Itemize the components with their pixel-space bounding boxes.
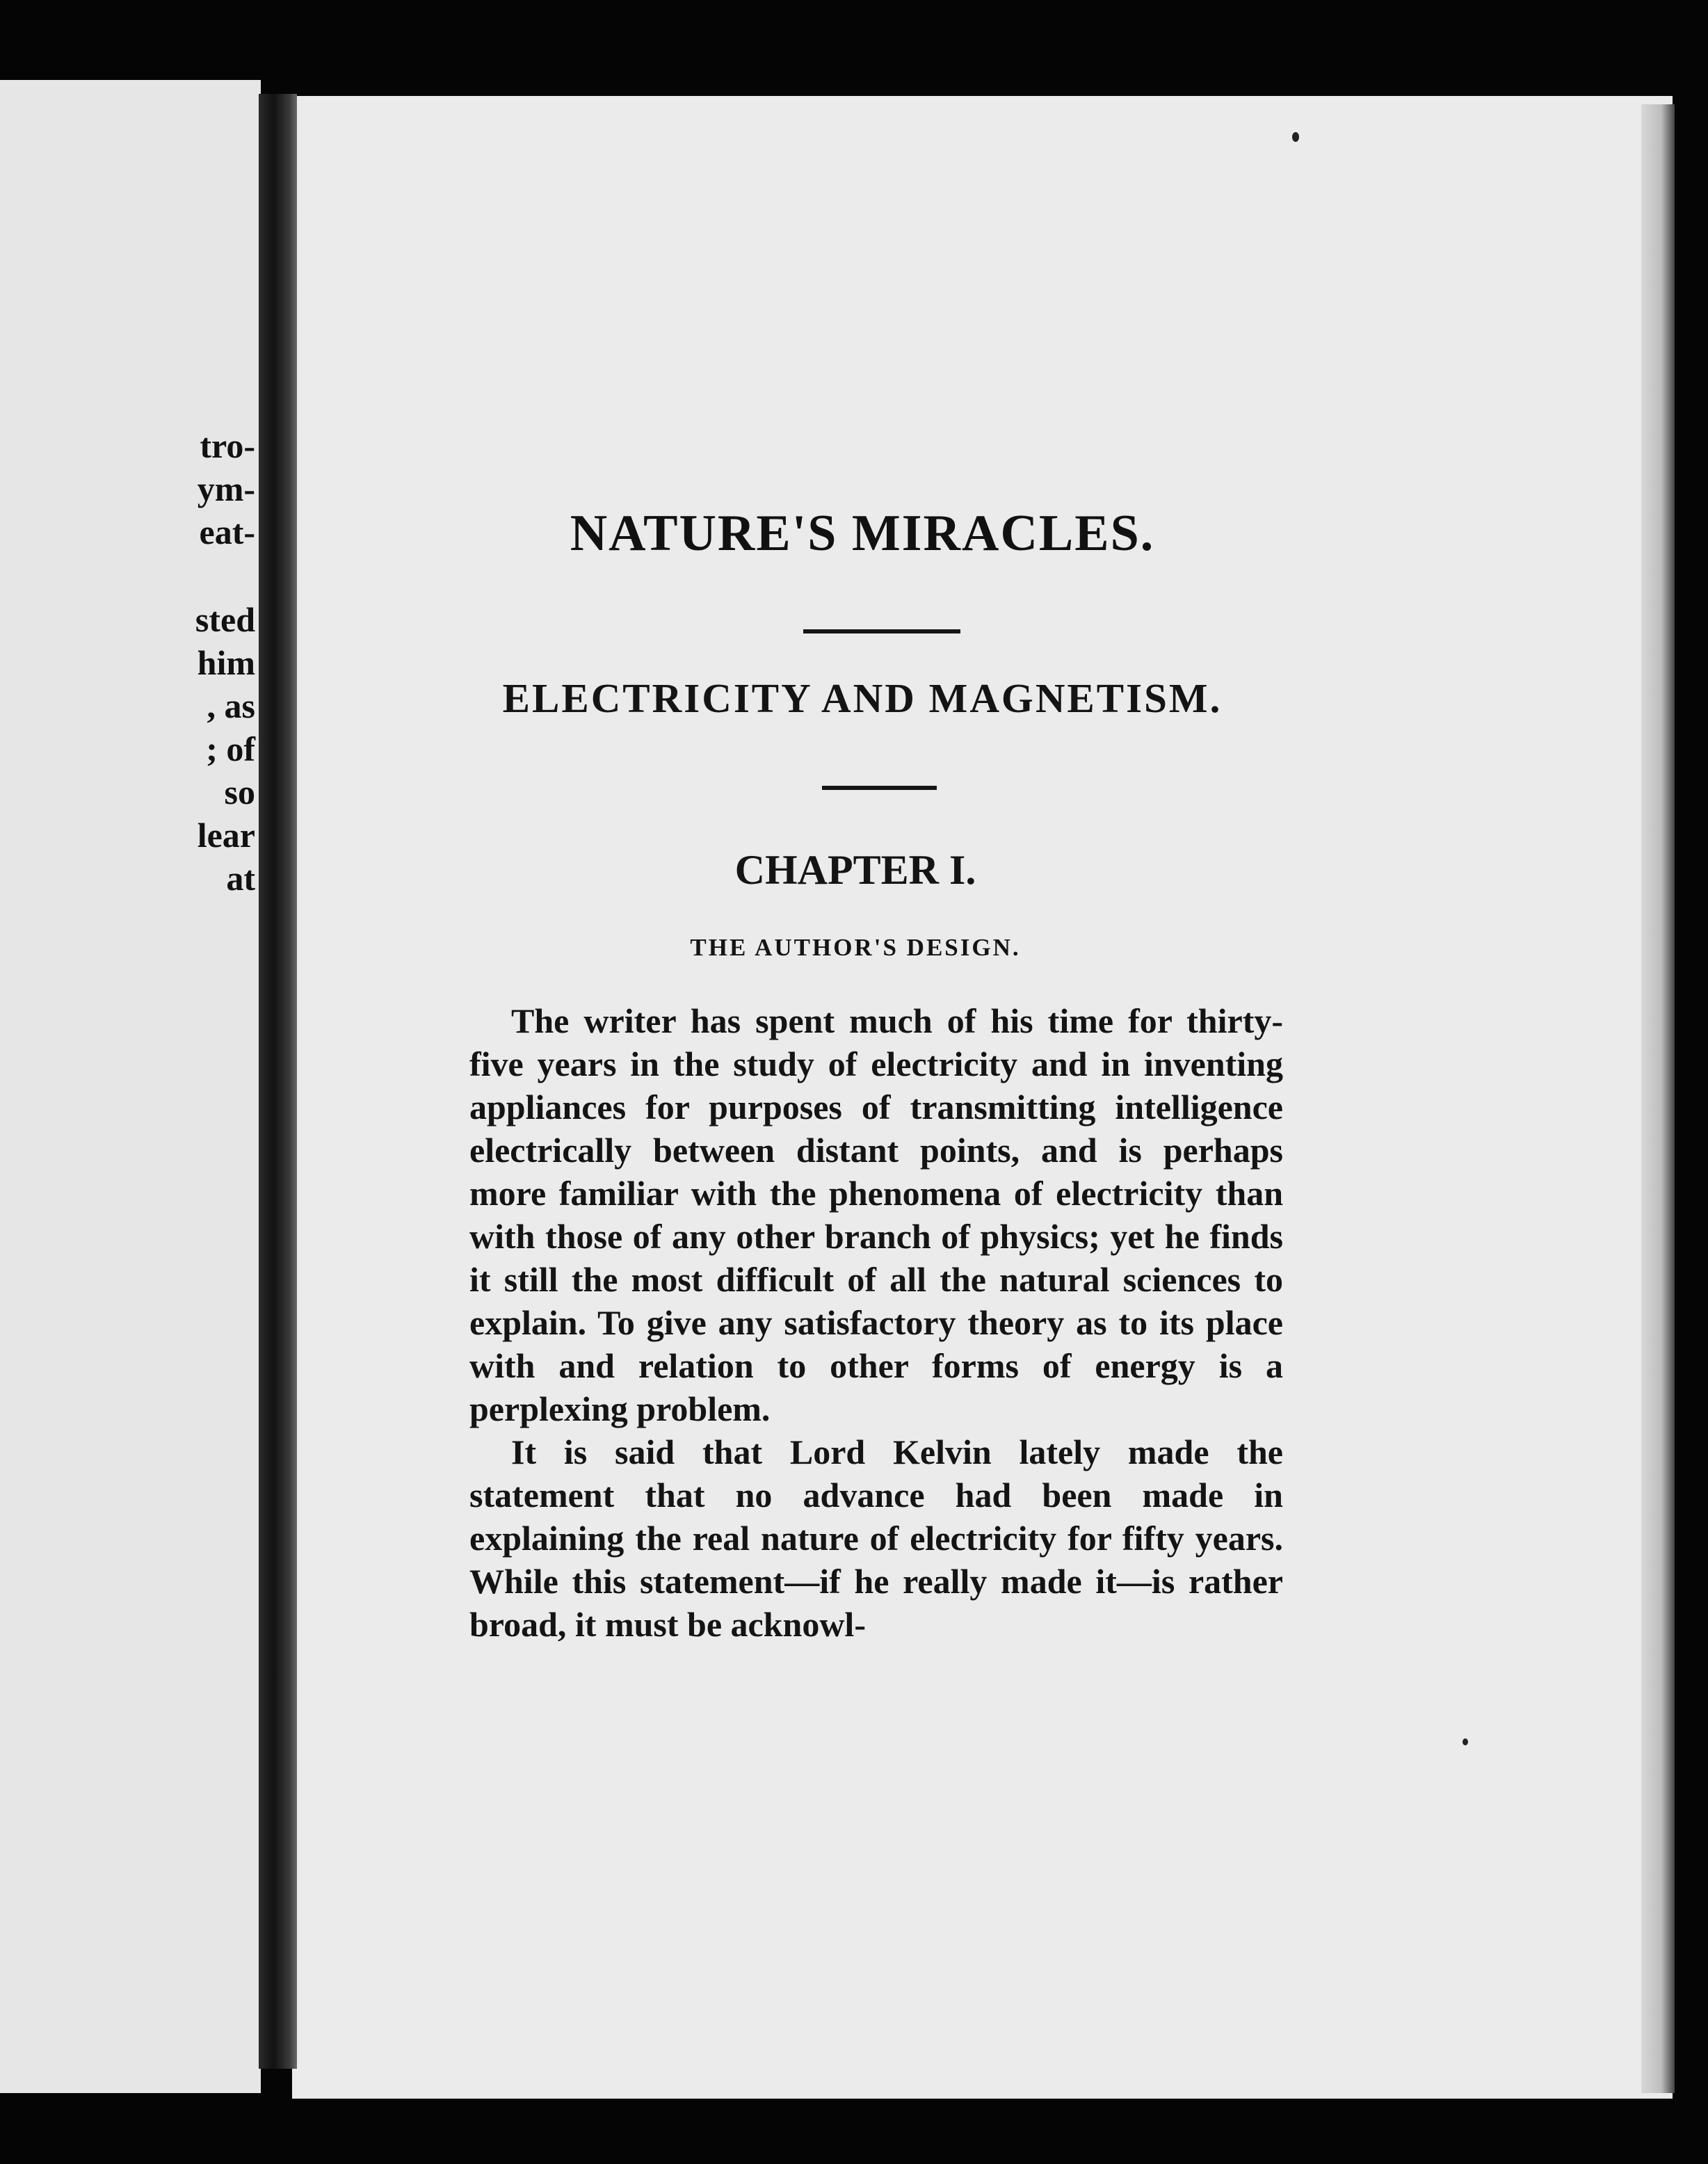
left-fragment-line: , as xyxy=(207,686,255,725)
left-fragment-line: him xyxy=(197,643,255,682)
left-fragment-line: ; of xyxy=(206,729,255,768)
body-paragraph: It is said that Lord Kelvin lately made the statement that no advance had been made in explaining the real nature of electricity for fifty years. While this statement—if he really made it—is rather broad, it must be acknowl- xyxy=(469,1432,1283,1644)
left-fragment-line: tro- xyxy=(200,426,255,465)
chapter-body xyxy=(469,999,1283,1646)
left-page xyxy=(0,80,261,2093)
print-speck xyxy=(1292,132,1299,142)
book-spine-gutter xyxy=(259,94,297,2069)
chapter-title: THE AUTHOR'S DESIGN. xyxy=(690,934,1021,961)
subject-title: ELECTRICITY AND MAGNETISM. xyxy=(502,675,1223,721)
left-page-fragments-top xyxy=(198,424,255,554)
divider-rule xyxy=(803,629,960,633)
print-speck xyxy=(1463,1738,1468,1745)
body-paragraph: The writer has spent much of his time for thirty-five years in the study of electricity and in inventing appliances for purposes of transmitting intelligence electrically between distant points, and is perhaps more familiar with the phenomena of electricity than with those of any other branch of physics; yet he finds it still the most difficult of all the natural sciences to explain. To give any satisfactory theory as to its place with and relation to other forms of energy is a perplexing problem. xyxy=(469,1001,1283,1428)
book-title: NATURE'S MIRACLES. xyxy=(570,505,1155,562)
left-fragment-line: so xyxy=(224,773,255,812)
left-fragment-line: ym- xyxy=(197,469,255,508)
left-fragment-line: sted xyxy=(195,600,255,639)
divider-rule xyxy=(822,786,937,790)
left-fragment-line: lear xyxy=(197,816,255,855)
left-fragment-line: at xyxy=(226,859,255,898)
page-edge-shadow xyxy=(1641,104,1675,2093)
chapter-heading: CHAPTER I. xyxy=(734,847,976,893)
left-fragment-line: eat- xyxy=(199,512,255,551)
left-page-fragments-bottom xyxy=(195,598,255,900)
